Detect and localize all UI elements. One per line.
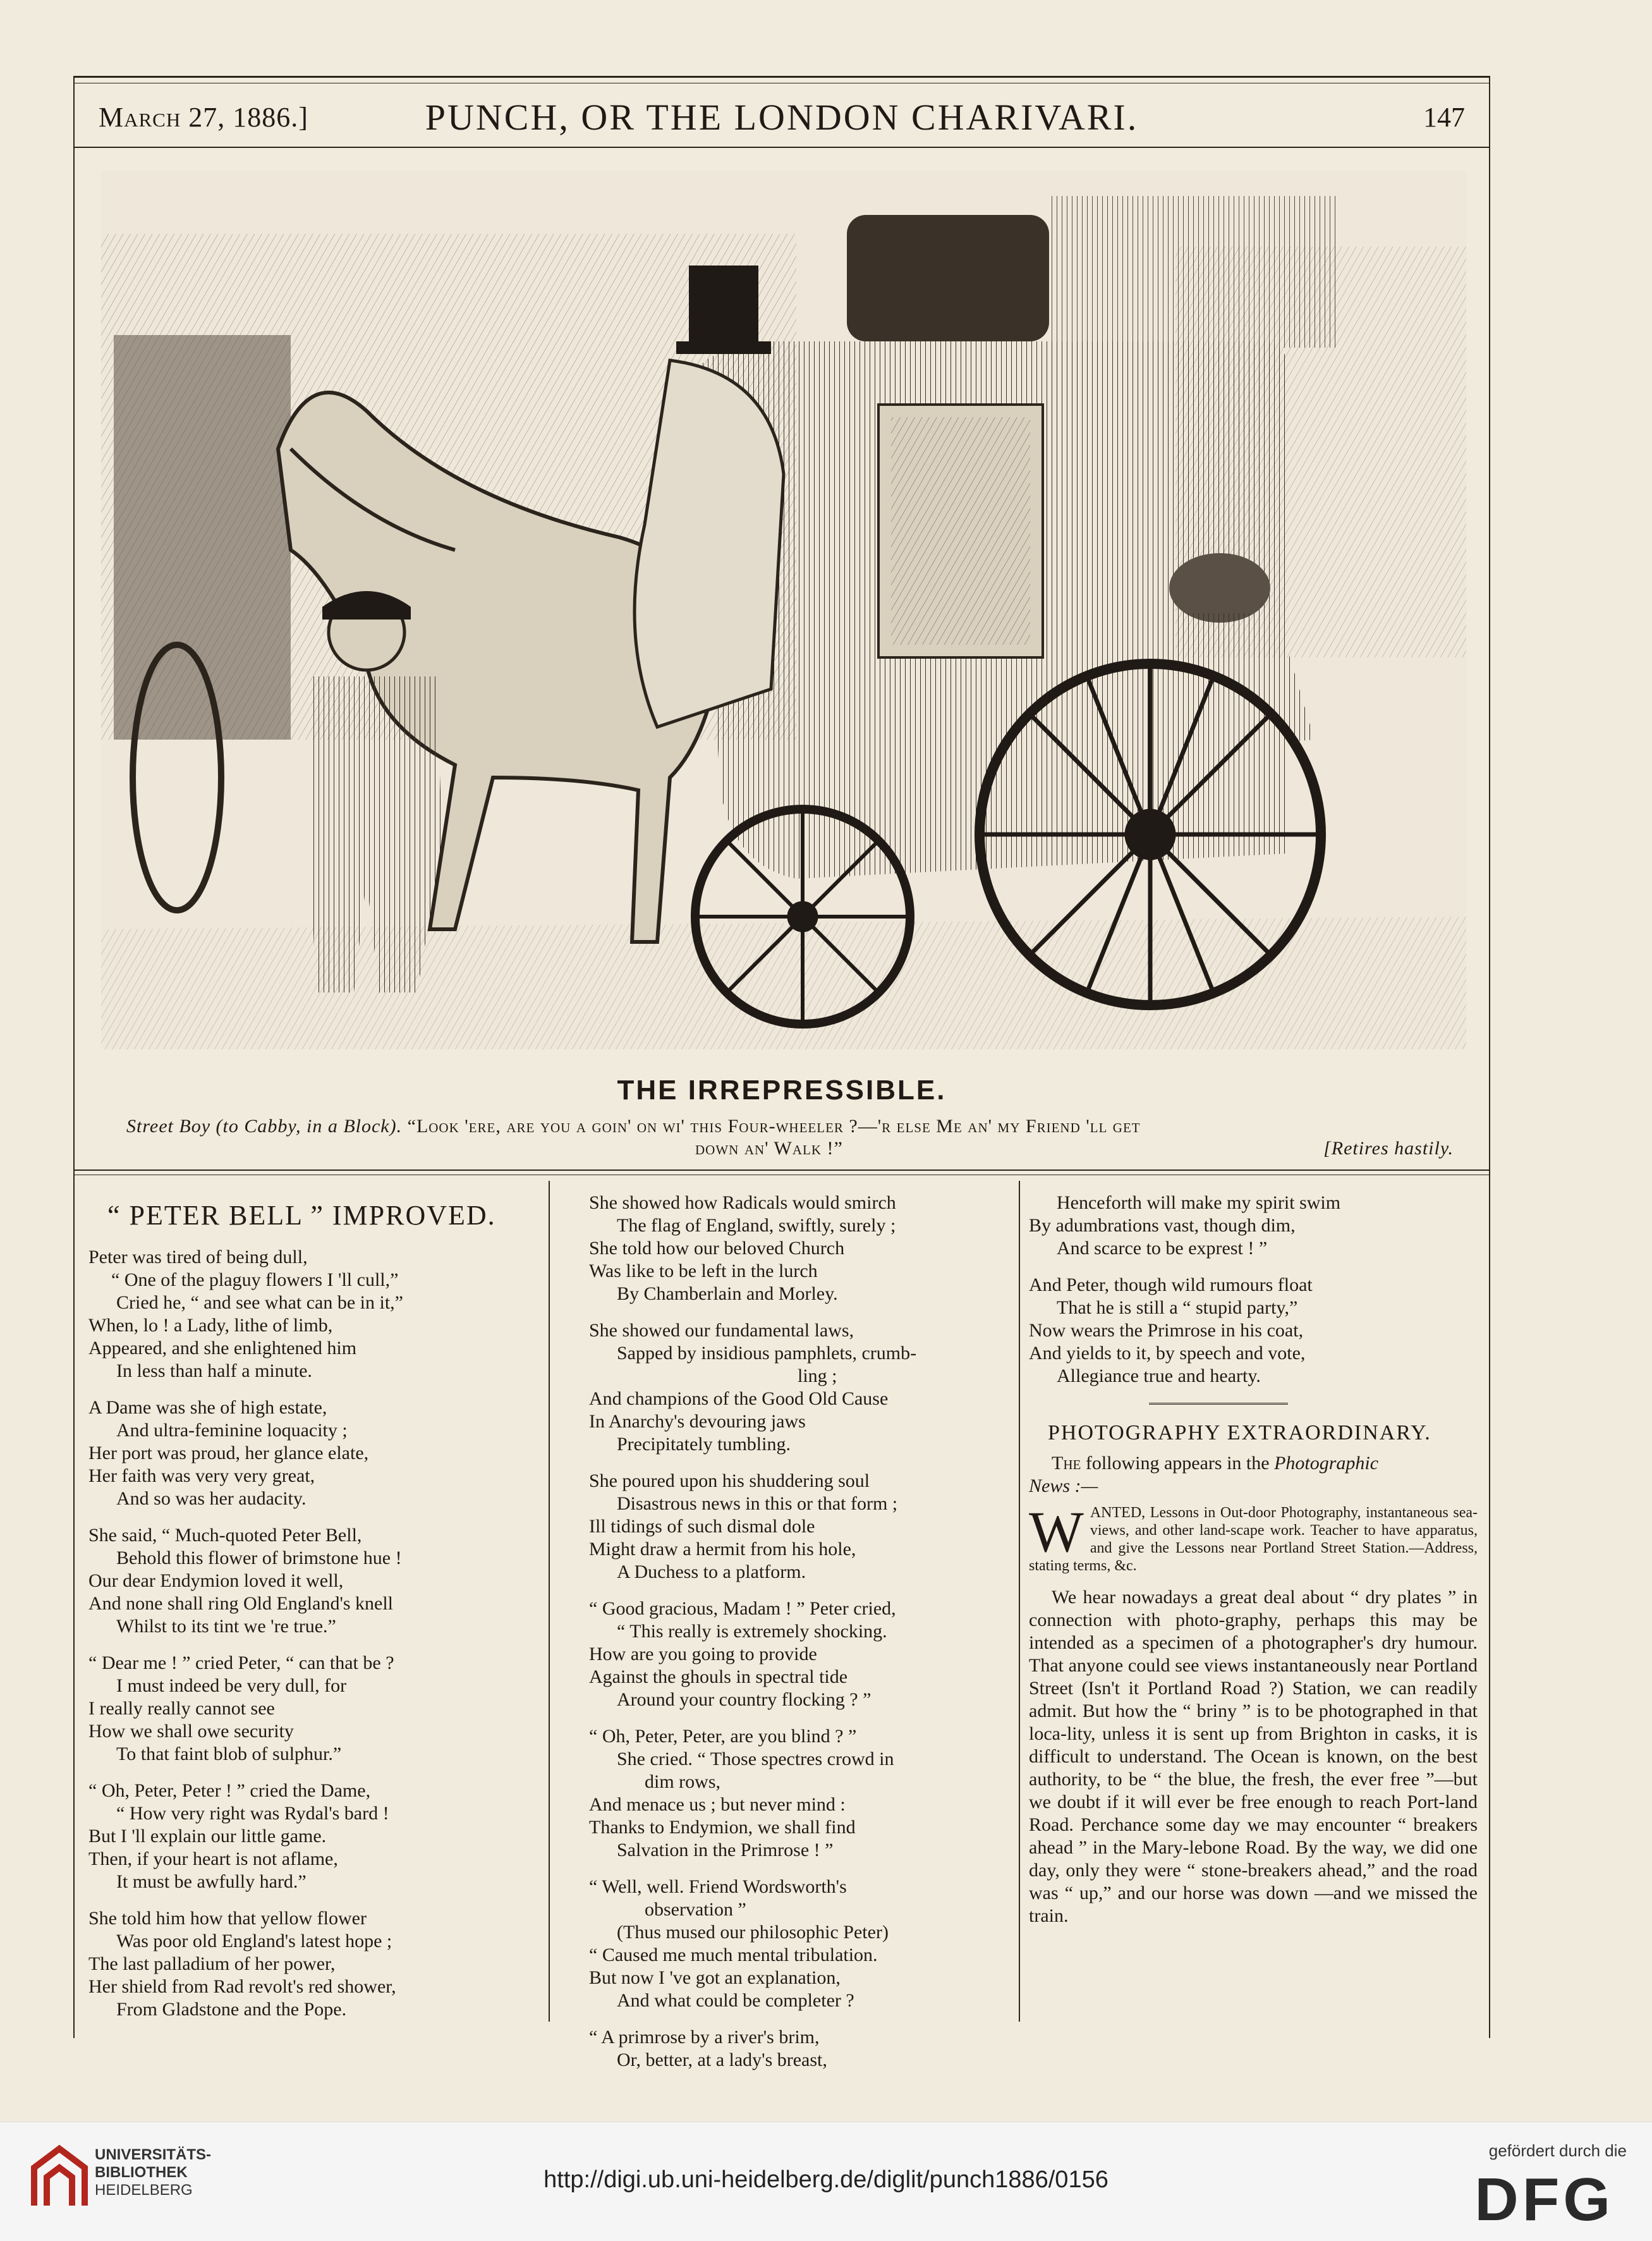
poem-line: She showed how Radicals would smirch [589,1192,896,1213]
masthead [73,92,1490,149]
poem-line: Was like to be left in the lurch [589,1261,818,1281]
poem-line: Precipitately tumbling. [617,1434,791,1455]
intro-source: Photographic [1274,1453,1379,1474]
poem-line: Was poor old England's latest hope ; [116,1931,392,1951]
poem-line: She cried. “ Those spectres crowd in [617,1749,894,1769]
column-rule-2 [1019,1181,1020,2022]
poem-line: Might draw a hermit from his hole, [589,1539,856,1560]
poem-line: But I 'll explain our little game. [88,1826,327,1847]
poem-line: And so was her audacity. [116,1488,307,1509]
front-wheel [695,809,910,1024]
poem-line: Thanks to Endymion, we shall find [589,1817,856,1838]
article-title: PHOTOGRAPHY EXTRAORDINARY. [1048,1421,1431,1444]
poem-line: Disastrous news in this or that form ; [617,1493,898,1514]
poem-line: The flag of England, swiftly, surely ; [617,1215,896,1236]
poem-line: “ This really is extremely shocking. [617,1621,887,1642]
library-name-line2: BIBLIOTHEK [95,2164,188,2181]
poem-line: “ Good gracious, Madam ! ” Peter cried, [589,1598,896,1619]
section-divider [1149,1403,1288,1407]
poem-line: How are you going to provide [589,1644,817,1664]
advertisement-text: ANTED, Lessons in Out-door Photography, instantaneous sea-views, and other land-scape work. Teacher to have apparatus, and give the Lessons near Portland Street Station.—Address, stating terms, &c. [1029,1505,1478,1574]
caption-speaker: Street Boy (to Cabby, in a Block). [126,1116,403,1137]
poem-line: Cried he, “ and see what can be in it,” [116,1292,403,1313]
poem-line: And ultra-feminine loquacity ; [116,1420,348,1441]
poem-line: When, lo ! a Lady, lithe of limb, [88,1315,333,1336]
dfg-logo: DFG [1474,2166,1614,2233]
poem-line: But now I 've got an explanation, [589,1967,841,1988]
intro-text: following appears in the [1085,1453,1270,1474]
poem-line: In Anarchy's devouring jaws [589,1411,806,1432]
funding-caption: gefördert durch die [1488,2141,1627,2160]
poem-line: “ A primrose by a river's brim, [589,2027,820,2048]
luggage [847,196,1340,348]
poem-line: Her port was proud, her glance elate, [88,1443,369,1463]
drop-cap: W [1029,1499,1084,1564]
poem-line: And menace us ; but never mind : [589,1794,846,1815]
poem-line: And what could be completer ? [617,1990,854,2011]
poem-line: She showed our fundamental laws, [589,1320,854,1341]
poem-line: A Dame was she of high estate, [88,1397,327,1418]
library-name-line1: UNIVERSITÄTS- [95,2146,212,2163]
poem-line: It must be awfully hard.” [116,1871,307,1892]
digital-library-footer [0,2122,1652,2241]
poem-line: And scarce to be exprest ! ” [1057,1238,1268,1259]
poem-line: (Thus mused our philosophic Peter) [617,1922,889,1943]
intro-lead: The [1052,1453,1081,1474]
poem-line: Peter was tired of being dull, [88,1247,308,1267]
column-poem-part2 [589,1192,1012,2072]
poem-line: Then, if your heart is not aflame, [88,1848,338,1869]
issue-date: March 27, 1886.] [99,102,308,133]
poem-line: Whilst to its tint we 're true.” [116,1616,336,1637]
engraving-four-wheeler-cab [101,171,1466,1049]
column-rule-1 [549,1181,550,2022]
poem-line: “ How very right was Rydal's bard ! [116,1803,389,1824]
poem-line: In less than half a minute. [116,1360,312,1381]
masthead-rule [73,147,1490,148]
advertisement-quote [1029,1499,1478,1575]
section-rule [73,1169,1490,1171]
poem-line: Sapped by insidious pamphlets, crumb- [617,1343,917,1364]
poem-line: “ Well, well. Friend Wordsworth's [589,1876,847,1897]
poem-line: Against the ghouls in spectral tide [589,1666,848,1687]
poem-line: By Chamberlain and Morley. [617,1283,838,1304]
poem-line: Her shield from Rad revolt's red shower, [88,1976,396,1997]
poem-line: The last palladium of her power, [88,1953,336,1974]
poem-line: observation ” [645,1899,746,1920]
poem-line: To that faint blob of sulphur.” [116,1743,342,1764]
poem-line: And none shall ring Old England's knell [88,1593,394,1614]
article-body: We hear nowadays a great deal about “ dry plates ” in connection with photo-graphy, perhaps this may be intended as a specimen of a photographer's dry humour. That anyone could see views instantaneously near Portland Street (Isn't it Portland Road ?) Station, we can readily admit. But how the “ briny ” is to be photographed in that loca-lity, unless it is sent up from Brighton in casks, it is difficult to understand. The Ocean is known, on the best authority, to be “ the blue, the fresh, the ever free ”—but we doubt if it will ever be free enough to reach Port-land Road. Perchance some day we may encounter “ breakers ahead ” in the Mary-lebone Road. By the way, we did one day, only they were “ stone-breakers ahead,” and the road was “ up,” and our horse was down —and we missed the train. [1029,1587,1478,1926]
poem-line: Ill tidings of such dismal dole [589,1516,815,1537]
poem-line: Her faith was very very great, [88,1465,315,1486]
poem-line: ling ; [798,1365,837,1386]
caption-dialogue: “Look 'ere, are you a goin' on wi' this Four-wheeler ?—'r else Me an' my Friend 'll get [407,1116,1141,1137]
poem-line: She told him how that yellow flower [88,1908,367,1929]
page-number: 147 [1423,102,1465,133]
illustration-title: THE IRREPRESSIBLE. [617,1075,947,1106]
poem-line: Allegiance true and hearty. [1057,1365,1261,1386]
poem-line: Appeared, and she enlightened him [88,1338,357,1359]
frame-rule-right [1489,76,1490,2038]
poem-line: “ Dear me ! ” cried Peter, “ can that be ? [88,1652,394,1673]
poem-line: Salvation in the Primrose ! ” [617,1840,834,1860]
poem-line: Now wears the Primrose in his coat, [1029,1320,1304,1341]
poem-line: And yields to it, by speech and vote, [1029,1343,1306,1364]
poem-line: “ One of the plaguy flowers I 'll cull,” [111,1269,399,1290]
intro-news: News :— [1029,1475,1098,1496]
poem-line: And Peter, though wild rumours float [1029,1274,1313,1295]
caption-dialogue-end: down an' Walk !” [695,1138,843,1159]
poem-line: She said, “ Much-quoted Peter Bell, [88,1525,362,1546]
poem-line: “ Oh, Peter, Peter ! ” cried the Dame, [88,1780,371,1801]
poem-line: dim rows, [645,1771,720,1792]
poem-line: And champions of the Good Old Cause [589,1388,889,1409]
poem-line: “ Oh, Peter, Peter, are you blind ? ” [589,1726,857,1747]
poem-line: How we shall owe security [88,1721,294,1742]
library-name-line3: HEIDELBERG [95,2182,193,2199]
poem-line: Or, better, at a lady's breast, [617,2049,827,2070]
poem-line: I must indeed be very dull, for [116,1675,347,1696]
poem-line: Our dear Endymion loved it well, [88,1570,344,1591]
poem-line: From Gladstone and the Pope. [116,1999,347,2020]
poem-line: She poured upon his shuddering soul [589,1470,870,1491]
poem-line: Around your country flocking ? ” [617,1689,872,1710]
poem-line: A Duchess to a platform. [617,1561,806,1582]
poem-line: By adumbrations vast, though dim, [1029,1215,1296,1236]
column-poem-part1 [88,1192,537,2021]
publication-title: PUNCH, OR THE LONDON CHARIVARI. [425,97,1139,138]
column-poem-end-and-article [1029,1192,1484,1927]
poem-line: She told how our beloved Church [589,1238,845,1259]
rear-wheel [980,664,1321,1005]
poem-line: “ Caused me much mental tribulation. [589,1945,878,1965]
frame-rule-left [73,76,75,2038]
article-intro [1029,1452,1484,1475]
illustration-caption [126,1116,1454,1137]
poem-line: That he is still a “ stupid party,” [1057,1297,1298,1318]
caption-stage-direction: [Retires hastily. [1323,1138,1454,1159]
permalink-url[interactable]: http://digi.ub.uni-heidelberg.de/diglit/punch1886/0156 [544,2166,1108,2193]
poem-title: “ PETER BELL ” IMPROVED. [107,1200,496,1231]
poem-line: Henceforth will make my spirit swim [1057,1192,1341,1213]
poem-line: I really really cannot see [88,1698,275,1719]
frame-rule-top [73,76,1490,78]
poem-line: Behold this flower of brimstone hue ! [116,1548,402,1568]
